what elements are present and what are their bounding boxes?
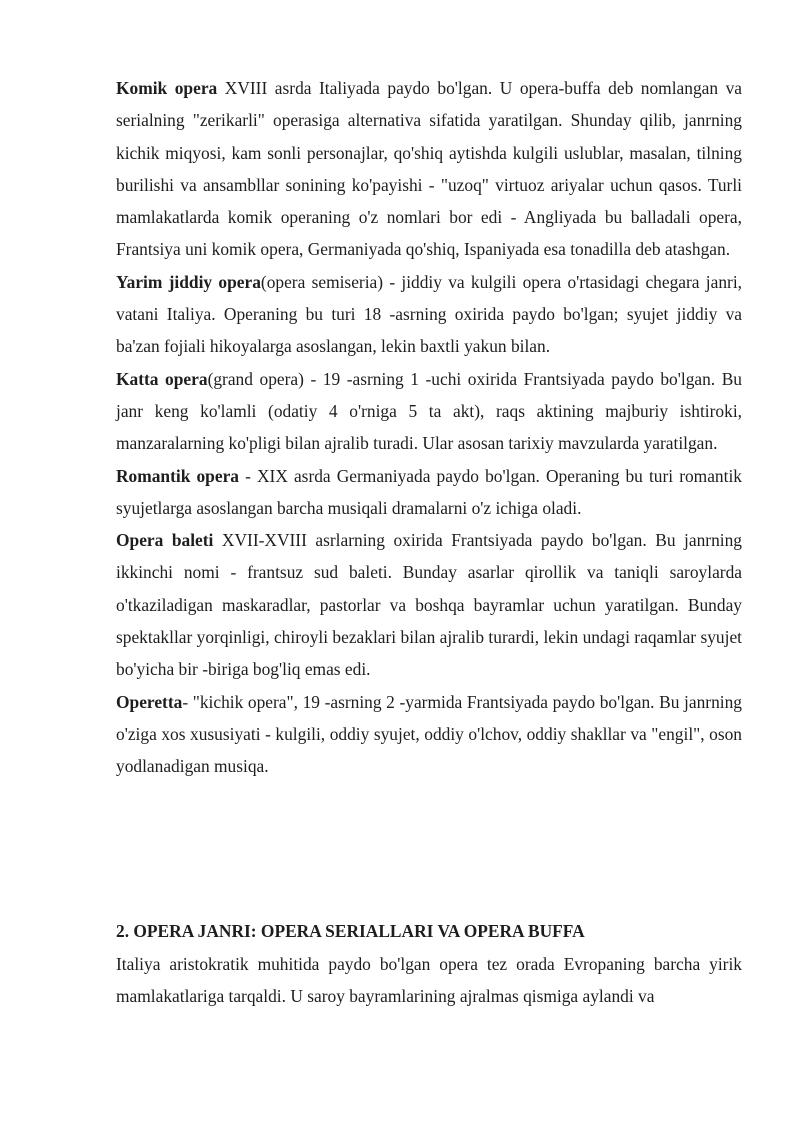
term-operetta: Operetta bbox=[116, 691, 183, 712]
paragraph-text: - XIX asrda Germaniyada paydo bo'lgan. Operaning bu turi romantik syujetlarga asoslangan barcha musiqali dramalarni o'z ichiga oladi. bbox=[116, 465, 742, 518]
term-katta-opera: Katta opera bbox=[116, 368, 208, 389]
paragraph-text: (grand opera) - 19 -asrning 1 -uchi oxirida Frantsiyada paydo bo'lgan. Bu janr keng ko'lamli (odatiy 4 o'rniga 5 ta akt), raqs aktining majburiy ishtiroki, manzaralarning ko'pligi bilan ajralib turadi. Ular asosan tarixiy mavzularda yaratilgan. bbox=[116, 368, 742, 454]
term-romantik-opera: Romantik opera bbox=[116, 465, 239, 486]
paragraph-text: XVIII asrda Italiyada paydo bo'lgan. U opera-buffa deb nomlangan va serialning "zerikarli" operasiga alternativa sifatida yaratilgan. Shunday qilib, janrning kichik miqyosi, kam sonli personajlar, qo'shiq aytishda kulgili uslublar, masalan, tilning burilishi va ansambllar sonining ko'payishi - "uzoq" virtuoz ariyalar uchun qasos. Turli mamlakatlarda komik operaning o'z nomlari bor edi - Angliyada bu balladali opera, Frantsiya uni komik opera, Germaniyada qo'shiq, Ispaniyada esa tonadilla deb atashgan. bbox=[116, 78, 743, 260]
section-paragraph: Italiya aristokratik muhitida paydo bo'lgan opera tez orada Evropaning barcha yirik mamlakatlariga tarqaldi. U saroy bayramlarining ajralmas qismiga aylandi va bbox=[116, 954, 742, 1007]
term-opera-baleti: Opera baleti bbox=[116, 530, 214, 551]
term-yarim-jiddiy-opera: Yarim jiddiy opera bbox=[116, 271, 261, 292]
paragraph-operetta bbox=[116, 686, 742, 783]
paragraph-komik-opera bbox=[116, 72, 742, 266]
paragraph-opera-baleti bbox=[116, 524, 742, 685]
paragraph-text: - "kichik opera", 19 -asrning 2 -yarmida Frantsiyada paydo bo'lgan. Bu janrning o'ziga xos xususiyati - kulgili, oddiy syujet, oddiy o'lchov, oddiy shakllar va "engil", oson yodlanadigan musiqa. bbox=[116, 691, 742, 777]
document-body bbox=[116, 72, 742, 783]
paragraph-text: (opera semiseria) - jiddiy va kulgili opera o'rtasidagi chegara janri, vatani Italiya. Operaning bu turi 18 -asrning oxirida paydo bo'lgan; syujet jiddiy va ba'zan fojiali hikoyalarga asoslangan, lekin baxtli yakun bilan. bbox=[116, 271, 742, 357]
paragraph-text: XVII-XVIII asrlarning oxirida Frantsiyada paydo bo'lgan. Bu janrning ikkinchi nomi - frantsuz sud baleti. Bunday asarlar qirollik va taniqli saroylarda o'tkaziladigan maskaradlar, pastorlar va boshqa bayramlar uchun yaratilgan. Bunday spektakllar yorqinligi, chiroyli bezaklari bilan ajralib turardi, lekin undagi raqamlar syujet bo'yicha bir -biriga bog'liq emas edi. bbox=[116, 530, 742, 680]
paragraph-katta-opera bbox=[116, 363, 742, 460]
paragraph-yarim-jiddiy-opera bbox=[116, 266, 742, 363]
term-komik-opera: Komik opera bbox=[116, 78, 218, 98]
paragraph-romantik-opera bbox=[116, 460, 742, 525]
section-heading: 2. OPERA JANRI: OPERA SERIALLARI VA OPERA BUFFA bbox=[116, 921, 585, 941]
